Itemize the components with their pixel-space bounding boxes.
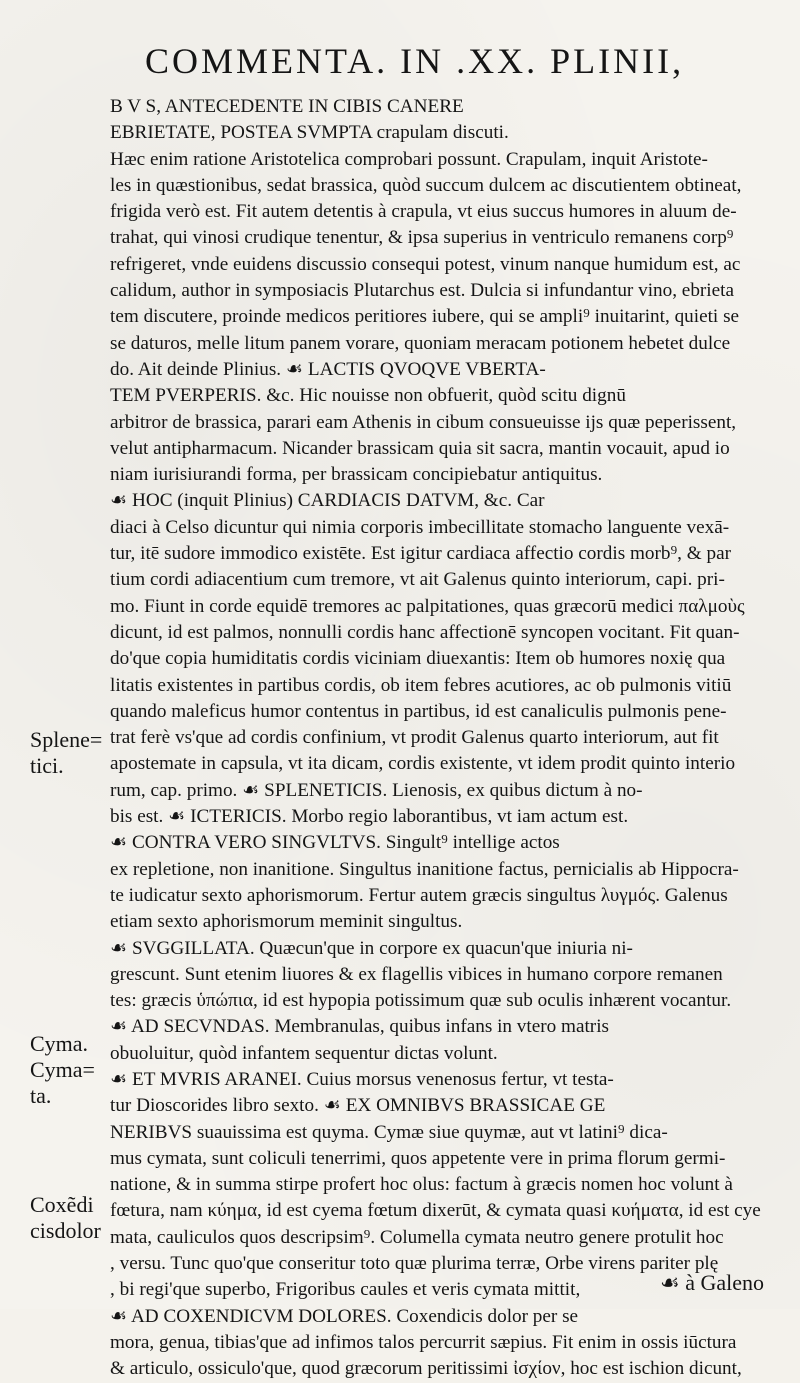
text-line: ☙ HOC (inquit Plinius) CARDIACIS DATVM, &c. Car (110, 490, 545, 512)
text-line: ☙ SVGGILLATA. Quæcun'que in corpore ex quacun'que iniuria ni- (110, 937, 633, 959)
text-line: tur, itē sudore immodico existēte. Est igitur cardiaca affectio cordis morb⁹, & par (110, 543, 731, 565)
text-line: , bi regi'que superbo, Frigoribus caules et veris cymata mittit, (110, 1279, 581, 1301)
text-line: do. Ait deinde Plinius. ☙ LACTIS QVOQVE VBERTA- (110, 358, 546, 380)
text-line: quando maleficus humor contentus in partibus, id est canaliculis pulmonis pene- (110, 700, 727, 722)
text-line: TEM PVERPERIS. &c. Hic nouisse non obfuerit, quòd scitu dignū (110, 385, 626, 407)
catchword: ☙ à Galeno (659, 1270, 764, 1295)
text-line: trahat, qui vinosi crudique tenentur, & ipsa superius in ventriculo remanens corp⁹ (110, 227, 734, 249)
text-line: EBRIETATE, POSTEA SVMPTA crapulam discuti. (110, 122, 509, 144)
text-line: calidum, author in symposiacis Plutarchus est. Dulcia si infundantur vino, ebrieta (110, 280, 734, 302)
page-header: COMMENTA. IN .XX. PLINII, (145, 41, 685, 81)
text-line: Hæc enim ratione Aristotelica comprobari possunt. Crapulam, inquit Aristote- (110, 148, 708, 170)
text-line: fœtura, nam κύημα, id est cyema fœtum dixerūt, & cymata quasi κυήματα, id est cye (110, 1200, 761, 1222)
text-line: tium cordi adiacentium cum tremore, vt ait Galenus quinto interiorum, capi. pri- (110, 569, 725, 591)
text-line: tur Dioscorides libro sexto. ☙ EX OMNIBVS BRASSICAE GE (110, 1095, 606, 1117)
text-line: litatis existentes in partibus cordis, ob item febres acutiores, ac ob pulmonis vitiū (110, 674, 732, 696)
text-line: niam iurisiurandi forma, per brassicam concipiebatur antiquitus. (110, 464, 603, 486)
text-line: ☙ AD COXENDICVM DOLORES. Coxendicis dolor per se (110, 1305, 579, 1327)
text-line: te iudicatur sexto aphorismorum. Fertur autem græcis singultus λυγμός. Galenus (110, 884, 728, 906)
text-line: grescunt. Sunt etenim liuores & ex flagellis vibices in humano corpore remanen (110, 963, 723, 985)
text-line: ☙ ET MVRIS ARANEI. Cuius morsus venenosus fertur, vt testa- (110, 1068, 614, 1090)
text-line: natione, & in summa stirpe profert hoc olus: factum à græcis nomen hoc volunt à (110, 1174, 733, 1196)
text-line: B V S, ANTECEDENTE IN CIBIS CANERE (110, 96, 464, 117)
text-line: ex repletione, non inanitione. Singultus inanitione factus, pernicialis ab Hippocra- (110, 858, 739, 880)
text-line: tem discutere, proinde medicos peritiores iubere, qui se ampli⁹ inuitarint, quieti se (110, 306, 740, 328)
text-line: apostemate in capsula, vt ita dicam, cordis existente, vt idem prodit quinto interio (110, 753, 736, 775)
text-line: trat ferè vs'que ad cordis confinium, vt prodit Galenus quarto interiorum, aut fit (110, 727, 719, 749)
text-line: mus cymata, sunt coliculi tenerrimi, quos appetente vere in prima florum germi- (110, 1147, 726, 1169)
text-line: velut antipharmacum. Nicander brassicam quia sit sacra, mantin vocauit, apud io (110, 437, 730, 459)
text-line: ☙ CONTRA VERO SINGVLTVS. Singult⁹ intellige actos (110, 832, 560, 854)
margin-note-splenetici-1: Splene= (30, 727, 103, 752)
text-line: ☙ AD SECVNDAS. Membranulas, quibus infans in vtero matris (110, 1016, 609, 1038)
text-line: les in quæstionibus, sedat brassica, quòd succum dulcem ac discutientem obtineat, (110, 174, 742, 196)
text-line: diaci à Celso dicuntur qui nimia corporis imbecillitate stomacho languente vexā- (110, 516, 730, 538)
margin-note-cyma-3: ta. (30, 1083, 52, 1108)
text-line: mora, genua, tibias'que ad infimos talos percurrit sæpius. Fit enim in ossis iūctura (110, 1331, 737, 1353)
text-line: bis est. ☙ ICTERICIS. Morbo regio laborantibus, vt iam actum est. (110, 806, 629, 828)
text-line: se daturos, melle litum panem vorare, quoniam meracam potionem hebetet dulce (110, 332, 731, 354)
text-line: refrigeret, vnde euidens discussio consequi potest, vinum nanque humidum est, ac (110, 253, 741, 275)
margin-note-coxendicis-1: Coxẽdi (30, 1192, 94, 1217)
text-line: mo. Fiunt in corde equidē tremores ac palpitationes, quas græcorū medici παλμοὺς (110, 595, 745, 617)
margin-note-splenetici-2: tici. (30, 753, 64, 778)
text-line: rum, cap. primo. ☙ SPLENETICIS. Lienosis, ex quibus dictum à no- (110, 779, 643, 801)
text-line: tes: græcis ὑπώπια, id est hypopia potissimum quæ sub oculis inhærent vocantur. (110, 990, 732, 1012)
text-line: arbitror de brassica, parari eam Athenis in cibum consueuisse ijs quæ peperissent, (110, 411, 737, 433)
text-line: dicunt, id est palmos, nonnulli cordis hanc affectionē syncopen vocitant. Fit quan- (110, 621, 740, 643)
text-line: etiam sexto aphorismorum meminit singultus. (110, 911, 463, 933)
text-line: mata, cauliculos quos descripsim⁹. Columella cymata neutro genere protulit hoc (110, 1226, 724, 1248)
text-line: NERIBVS suauissima est quyma. Cymæ siue quymæ, aut vt latini⁹ dica- (110, 1121, 668, 1143)
text-line: do'que copia humiditatis cordis viciniam diuexantis: Item ob humores noxię qua (110, 648, 726, 670)
margin-note-cyma-1: Cyma. (30, 1031, 89, 1056)
margin-note-cyma-2: Cyma= (30, 1057, 95, 1082)
text-line: obuoluitur, quòd infantem sequentur dictas volunt. (110, 1042, 498, 1064)
text-line: frigida verò est. Fit autem detentis à crapula, vt eius succus humores in aluum de- (110, 201, 737, 223)
margin-note-coxendicis-2: cisdolor (30, 1218, 101, 1243)
text-line: & articulo, ossiculo'que, quod græcorum peritissimi ἰσχίον, hoc est ischion dicunt, (110, 1358, 742, 1380)
main-text-block (110, 94, 790, 1383)
text-line: , versu. Tunc quo'que conseritur toto quæ plurima terræ, Orbe virens pariter plę (110, 1253, 719, 1275)
